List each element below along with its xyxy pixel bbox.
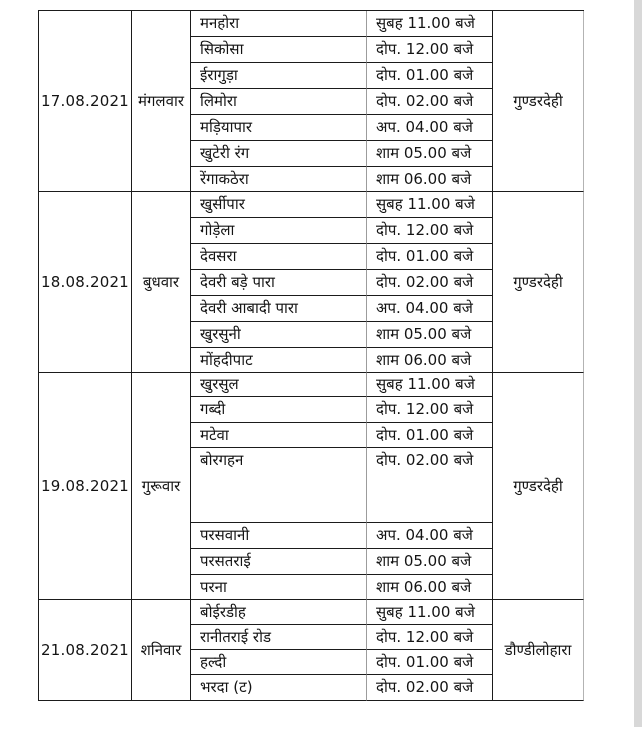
- time-cell: अप. 04.00 बजे: [367, 523, 493, 549]
- date-cell: 19.08.2021: [39, 373, 132, 600]
- time-cell: सुबह 11.00 बजे: [367, 373, 493, 397]
- time-cell: दोप. 02.00 बजे: [367, 675, 493, 701]
- time-cell: दोप. 01.00 बजे: [367, 63, 493, 89]
- time-cell: शाम 05.00 बजे: [367, 322, 493, 348]
- place-cell: मटेवा: [191, 423, 367, 448]
- day-cell: मंगलवार: [132, 11, 191, 192]
- time-cell: शाम 06.00 बजे: [367, 167, 493, 192]
- place-cell: ईरागुड़ा: [191, 63, 367, 89]
- region-cell: डौण्डीलोहारा: [493, 600, 584, 701]
- page-edge-strip: [634, 0, 642, 727]
- time-cell: दोप. 12.00 बजे: [367, 397, 493, 423]
- place-cell: खुर्सीपार: [191, 192, 367, 218]
- time-cell: दोप. 02.00 बजे: [367, 270, 493, 296]
- date-cell: 21.08.2021: [39, 600, 132, 701]
- place-cell: मोंहदीपाट: [191, 348, 367, 373]
- place-cell: खुरसुल: [191, 373, 367, 397]
- time-cell: दोप. 01.00 बजे: [367, 423, 493, 448]
- place-cell: देवरी बड़े पारा: [191, 270, 367, 296]
- day-cell: शनिवार: [132, 600, 191, 701]
- place-cell: परसवानी: [191, 523, 367, 549]
- place-cell: हल्दी: [191, 650, 367, 675]
- time-cell: सुबह 11.00 बजे: [367, 600, 493, 625]
- time-cell: दोप. 02.00 बजे: [367, 448, 493, 523]
- region-cell: गुण्डरदेही: [493, 192, 584, 373]
- place-cell: देवसरा: [191, 244, 367, 270]
- time-cell: अप. 04.00 बजे: [367, 296, 493, 322]
- time-cell: शाम 06.00 बजे: [367, 575, 493, 600]
- schedule-table: [38, 10, 584, 701]
- place-cell: सिकोसा: [191, 37, 367, 63]
- place-cell: परना: [191, 575, 367, 600]
- date-cell: 18.08.2021: [39, 192, 132, 373]
- place-cell: देवरी आबादी पारा: [191, 296, 367, 322]
- region-cell: गुण्डरदेही: [493, 373, 584, 600]
- place-cell: रेंगाकठेरा: [191, 167, 367, 192]
- region-cell: गुण्डरदेही: [493, 11, 584, 192]
- time-cell: शाम 06.00 बजे: [367, 348, 493, 373]
- time-cell: दोप. 12.00 बजे: [367, 37, 493, 63]
- day-cell: गुरूवार: [132, 373, 191, 600]
- place-cell: खुरसुनी: [191, 322, 367, 348]
- time-cell: दोप. 12.00 बजे: [367, 625, 493, 650]
- place-cell: लिमोरा: [191, 89, 367, 115]
- time-cell: दोप. 01.00 बजे: [367, 244, 493, 270]
- place-cell: गब्दी: [191, 397, 367, 423]
- place-cell: बोईरडीह: [191, 600, 367, 625]
- time-cell: दोप. 01.00 बजे: [367, 650, 493, 675]
- place-cell: गोड़ेला: [191, 218, 367, 244]
- place-cell: रानीतराई रोड: [191, 625, 367, 650]
- place-cell: खुटेरी रंग: [191, 141, 367, 167]
- time-cell: शाम 05.00 बजे: [367, 549, 493, 575]
- time-cell: शाम 05.00 बजे: [367, 141, 493, 167]
- place-cell: मनहोरा: [191, 11, 367, 37]
- place-cell: बोरगहन: [191, 448, 367, 523]
- place-cell: मड़ियापार: [191, 115, 367, 141]
- time-cell: सुबह 11.00 बजे: [367, 192, 493, 218]
- day-cell: बुधवार: [132, 192, 191, 373]
- time-cell: दोप. 12.00 बजे: [367, 218, 493, 244]
- date-cell: 17.08.2021: [39, 11, 132, 192]
- time-cell: दोप. 02.00 बजे: [367, 89, 493, 115]
- time-cell: सुबह 11.00 बजे: [367, 11, 493, 37]
- place-cell: भरदा (ट): [191, 675, 367, 701]
- place-cell: परसतराई: [191, 549, 367, 575]
- time-cell: अप. 04.00 बजे: [367, 115, 493, 141]
